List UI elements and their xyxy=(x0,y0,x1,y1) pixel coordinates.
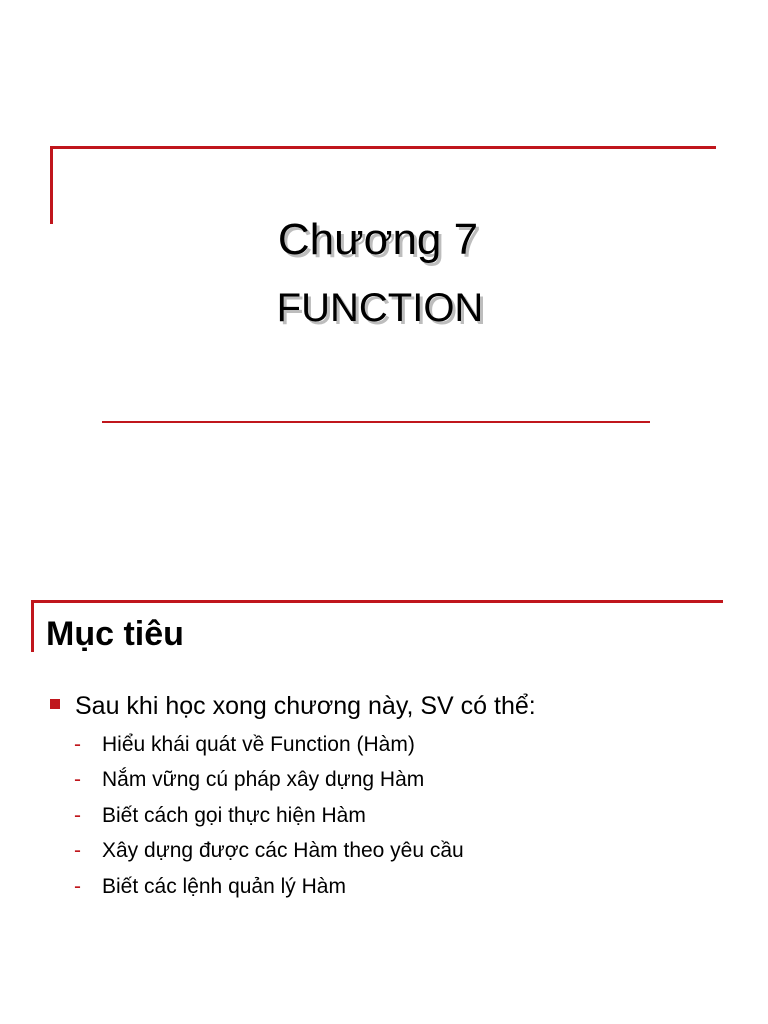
left-accent-line xyxy=(50,146,53,224)
dash-icon: - xyxy=(74,874,81,898)
sub-bullet-item xyxy=(74,798,464,834)
bullet-item xyxy=(50,688,536,724)
dash-icon: - xyxy=(74,839,81,863)
slide-heading: Mục tiêu xyxy=(46,615,184,653)
sub-bullet-text: Nắm vững cú pháp xây dựng Hàm xyxy=(102,768,425,792)
sub-bullet-text: Biết các lệnh quản lý Hàm xyxy=(102,874,346,898)
sub-bullet-item xyxy=(74,869,464,905)
sub-bullet-item xyxy=(74,727,464,763)
bottom-accent-line xyxy=(102,421,650,423)
left-accent-line xyxy=(31,600,34,652)
sub-bullet-item xyxy=(74,763,464,799)
objectives-slide xyxy=(0,512,768,1024)
top-accent-line xyxy=(31,600,723,603)
sub-bullet-text: Biết cách gọi thực hiện Hàm xyxy=(102,803,366,827)
sub-bullet-item xyxy=(74,834,464,870)
bullet-text: Sau khi học xong chương này, SV có thể: xyxy=(75,692,536,720)
sub-bullet-text: Hiểu khái quát về Function (Hàm) xyxy=(102,732,415,756)
slide-title: Chương 7 xyxy=(277,215,479,264)
dash-icon: - xyxy=(74,768,81,792)
dash-icon: - xyxy=(74,803,81,827)
sub-bullet-list xyxy=(74,727,464,905)
top-accent-line xyxy=(50,146,716,149)
dash-icon: - xyxy=(74,732,81,756)
sub-bullet-text: Xây dựng được các Hàm theo yêu cầu xyxy=(102,839,464,863)
slide-subtitle: FUNCTION xyxy=(276,286,484,330)
square-bullet-icon xyxy=(50,699,60,709)
